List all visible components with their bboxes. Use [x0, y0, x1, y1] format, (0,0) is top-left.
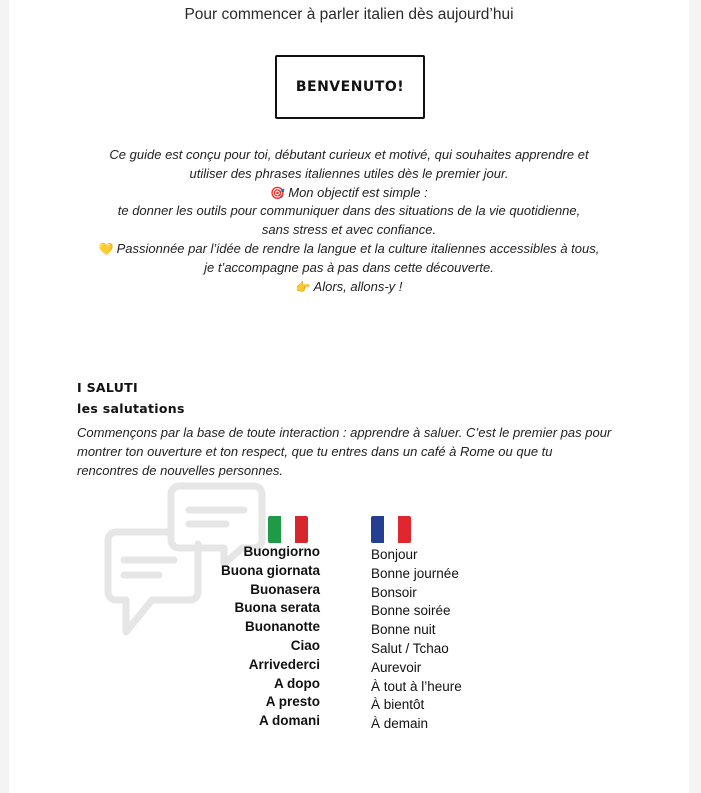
italian-greeting: A dopo — [274, 675, 320, 691]
french-greeting: Bonne journée — [371, 565, 459, 581]
french-greeting: Aurevoir — [371, 659, 422, 675]
italian-greeting: A domani — [258, 713, 320, 729]
intro-line — [49, 278, 649, 297]
intro-line-text: Ce guide est conçu pour toi, débutant curieux et motivé, qui souhaites apprendre et — [109, 147, 589, 162]
italian-greeting: Buona giornata — [220, 562, 320, 578]
italian-flag-icon — [268, 516, 308, 543]
flag-stripe — [281, 516, 294, 543]
intro-line — [49, 202, 649, 221]
french-greeting: À tout à l’heure — [371, 678, 462, 694]
french-greeting: À demain — [371, 716, 429, 732]
flag-stripe — [384, 516, 397, 543]
french-greeting: À bientôt — [371, 697, 425, 713]
intro-line — [49, 165, 649, 184]
french-greeting: Bonsoir — [371, 584, 417, 600]
pointing-hand-icon: 👉 — [295, 279, 311, 294]
italian-greeting: Buonanotte — [245, 619, 320, 635]
flag-stripe — [398, 516, 411, 543]
french-greeting: Salut / Tchao — [371, 640, 449, 656]
guide-page — [9, 0, 689, 793]
flag-stripe — [268, 516, 281, 543]
intro-line-text: Mon objectif est simple : — [288, 184, 428, 200]
section-title — [77, 377, 185, 419]
section-description: Commençons par la base de toute interaction : apprendre à saluer. C’est le premier pas pour montrer ton ouverture et ton respect, que tu entres dans un café à Rome ou que tu rencontres de nouvelles personnes. — [77, 425, 612, 478]
intro-line — [49, 146, 649, 165]
intro-line — [49, 184, 649, 203]
welcome-banner: BENVENUTO! — [275, 55, 425, 119]
section-title-french: les salutations — [77, 401, 185, 416]
french-flag-icon — [371, 516, 411, 543]
section-title-italian: I SALUTI — [77, 380, 138, 395]
intro-line-text: sans stress et avec confiance. — [261, 222, 437, 238]
italian-greeting: Arrivederci — [248, 656, 320, 672]
french-greeting: Bonne nuit — [371, 622, 436, 638]
intro-line-text: utiliser des phrases italiennes utiles dès le premier jour. — [189, 165, 509, 181]
intro-line — [49, 221, 649, 240]
italian-greeting: Buonasera — [250, 581, 320, 597]
italian-greeting: Buona serata — [234, 600, 320, 616]
italian-greeting: Buongiorno — [243, 544, 320, 559]
heart-icon: 💛 — [98, 241, 114, 256]
intro-line — [49, 259, 649, 278]
intro-line-text: je t’accompagne pas à pas dans cette découverte. — [204, 259, 494, 275]
italian-greetings-list — [169, 543, 320, 731]
french-greeting: Bonne soirée — [371, 603, 451, 619]
intro-line-text: Alors, allons-y ! — [313, 278, 403, 294]
intro-line-text: te donner les outils pour communiquer dans des situations de la vie quotidienne, — [117, 203, 581, 219]
intro-line — [49, 240, 649, 259]
italian-greeting: A presto — [265, 694, 320, 710]
french-greeting: Bonjour — [371, 547, 418, 562]
target-icon: 🎯 — [270, 185, 286, 200]
italian-greeting: Ciao — [290, 637, 320, 653]
intro-text — [49, 146, 649, 296]
intro-line-text: Passionnée par l’idée de rendre la langue et la culture italiennes accessibles à tous, — [116, 240, 600, 256]
page-subtitle: Pour commencer à parler italien dès aujourd’hui — [184, 6, 514, 23]
flag-stripe — [371, 516, 384, 543]
french-greetings-list — [371, 546, 571, 734]
flag-stripe — [295, 516, 308, 543]
